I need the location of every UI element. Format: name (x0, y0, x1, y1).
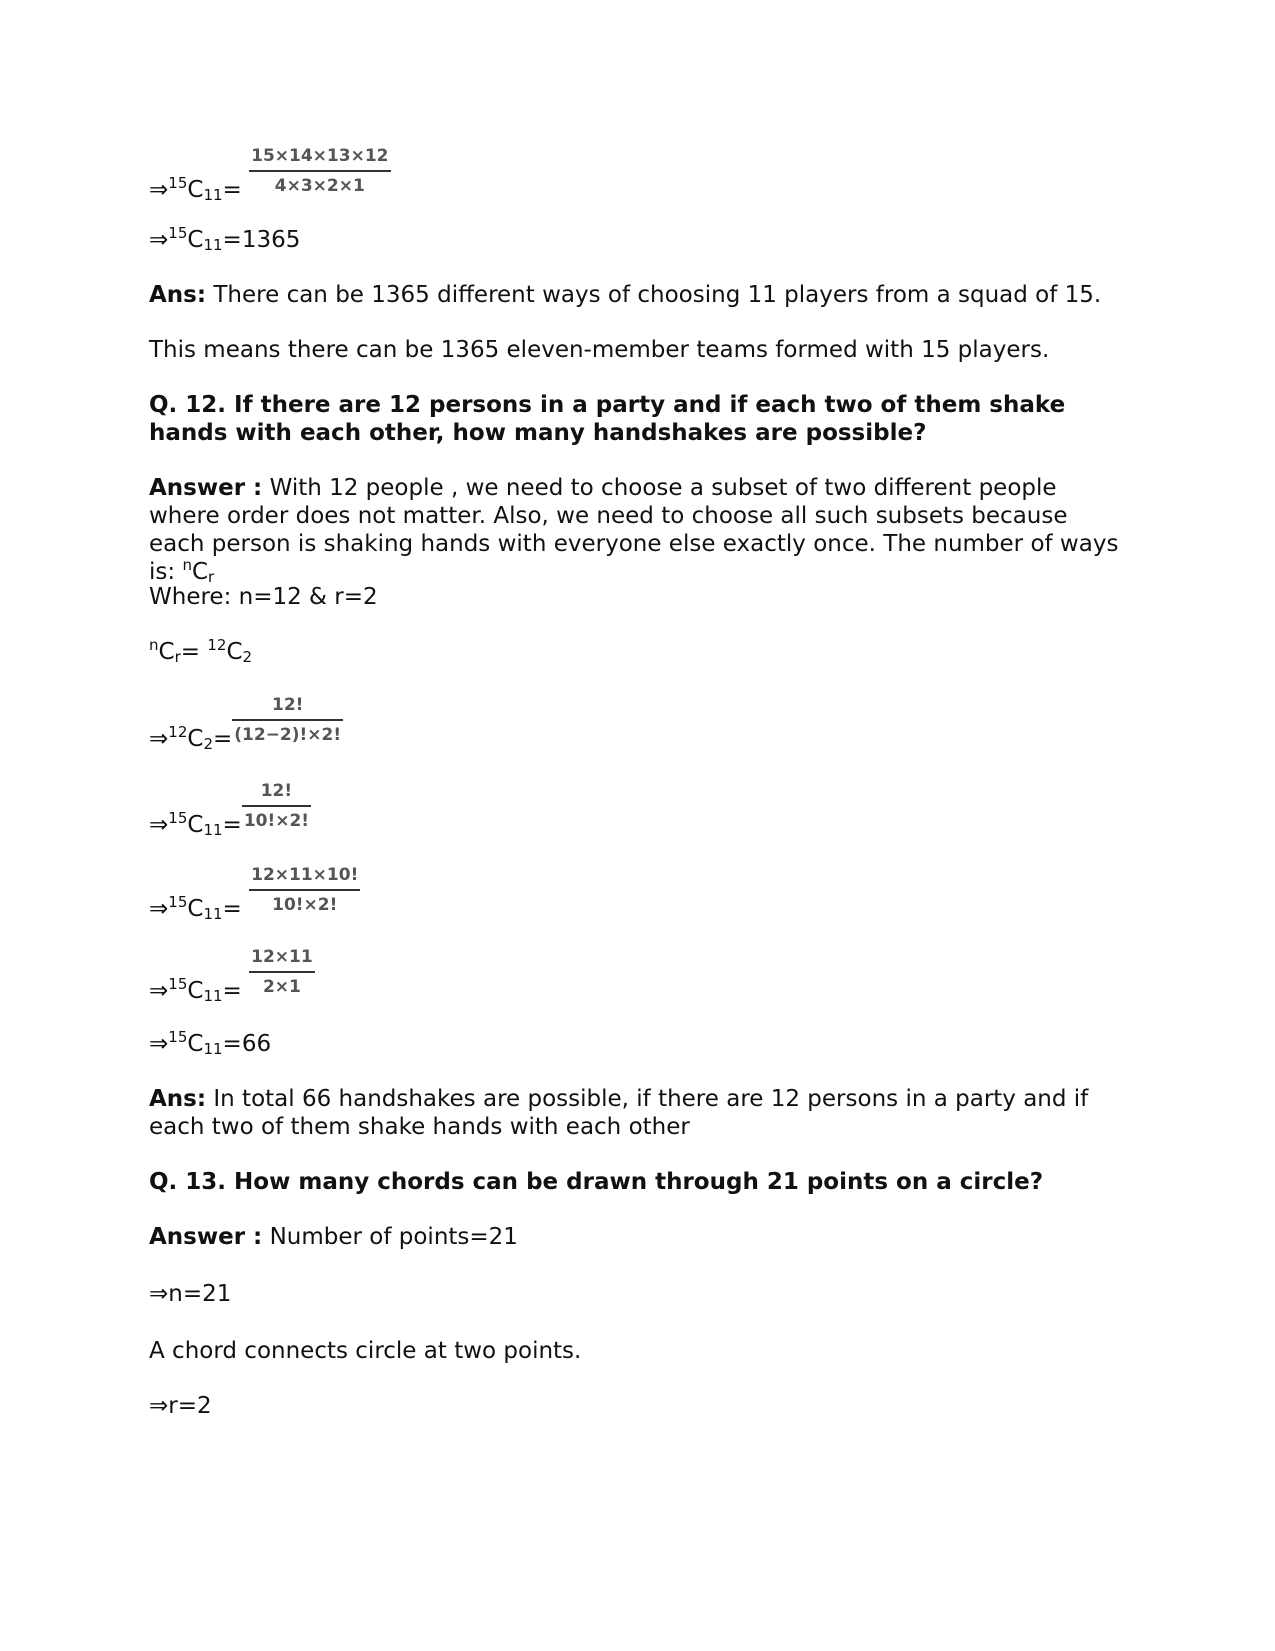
answer-paragraph-q13: Answer : Number of points=21 (149, 1224, 518, 1250)
answer-paragraph-q12-result: Ans: In total 66 handshakes are possible, if there are 12 persons in a party and if each two of them shake hands with each other (149, 1086, 1089, 1140)
question-12: Q. 12. If there are 12 persons in a party and if each two of them shake hands with each other, how many handshakes are possible? (149, 392, 1066, 446)
equation-line-2: $\Rightarrow^{15}C_{11}=1365$ (149, 224, 301, 254)
equation-line-1: $\Rightarrow^{15}C_{11}=$ $\frac{15\times 14\times 13\times 12}{4\times 3\times 2\times 1}$ (149, 146, 389, 204)
question-13: Q. 13. How many chords can be drawn through 21 points on a circle? (149, 1169, 1044, 1195)
ncr-line: $^nC_r= ^{12}C_2$ (149, 636, 253, 666)
fraction: $\frac{12!}{10!\times 2!}$ (243, 781, 310, 831)
answer-paragraph-q12: Answer : With 12 people , we need to choose a subset of two different people where order does not matter. Also, we need to choose all such subsets because each person is shaking hands with everyone else exactly once. The number of ways is: $^nC_r$ (149, 475, 1119, 586)
answer-paragraph-q11: Ans: There can be 1365 different ways of choosing 11 players from a squad of 15. (149, 282, 1102, 308)
paragraph-chord: A chord connects circle at two points. (149, 1338, 582, 1364)
paragraph-teams: This means there can be 1365 eleven-member teams formed with 15 players. (149, 337, 1050, 363)
equation-line-5: $\Rightarrow^{15}C_{11}=$ $\frac{12\times 11\times 10!}{10!\times 2!}$ (149, 865, 359, 923)
equation-line-3: $\Rightarrow^{12}C_2=$ $\frac{12!}{(12-2)!\times 2!}$ (149, 695, 342, 753)
equation-line-4: $\Rightarrow^{15}C_{11}=$ $\frac{12!}{10!\times 2!}$ (149, 781, 310, 839)
fraction: $\frac{12\times 11\times 10!}{10!\times 2!}$ (251, 865, 359, 915)
where-line: Where: n=12 & r=2 (149, 584, 378, 610)
fraction: $\frac{12\times 11}{2\times 1}$ (251, 947, 313, 997)
equation-n21: ⇒n=21 (149, 1281, 232, 1307)
equation-r2: ⇒r=2 (149, 1393, 212, 1419)
equation-line-7: $\Rightarrow^{15}C_{11}=66$ (149, 1028, 272, 1058)
equation-line-6: $\Rightarrow^{15}C_{11}=$ $\frac{12\times 11}{2\times 1}$ (149, 947, 313, 1005)
fraction: $\frac{15\times 14\times 13\times 12}{4\times 3\times 2\times 1}$ (251, 146, 389, 196)
fraction: $\frac{12!}{(12-2)!\times 2!}$ (234, 695, 342, 745)
